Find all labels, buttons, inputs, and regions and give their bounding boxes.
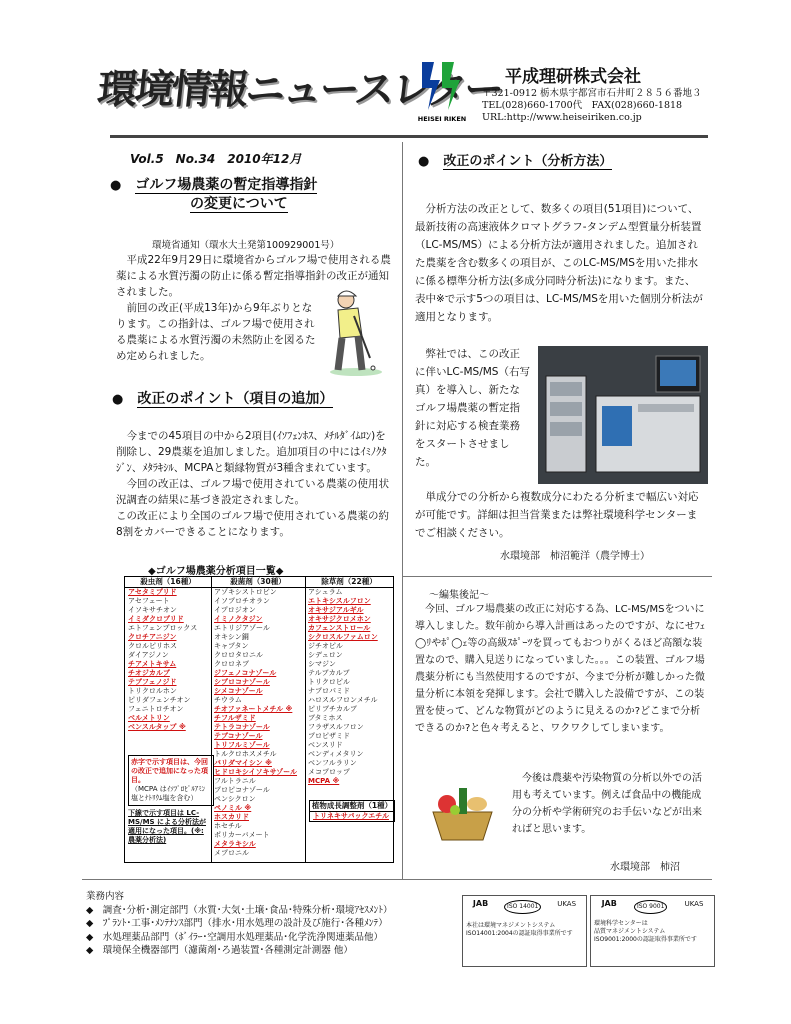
pesticide-item: イミダクロプリド xyxy=(128,615,184,623)
pesticide-item: エトキシスルフロン xyxy=(308,597,371,605)
pesticide-item: アセフェート xyxy=(128,597,170,605)
business-item: ◆ 水処理薬品部門（ﾎﾞｲﾗｰ･空調用水処理薬品･化学洗浄関連薬品他） xyxy=(86,931,384,943)
company-address-block xyxy=(482,88,702,124)
pesticide-item: シメコナゾール xyxy=(214,687,263,695)
business-list xyxy=(86,890,393,958)
pgr-header: 植物成長調整剤（1種） xyxy=(311,801,393,810)
pesticide-item: プロピコナゾール xyxy=(214,786,270,794)
article3-title: 改正のポイント（分析方法） xyxy=(443,154,613,169)
pesticide-item: トルクロホスメチル xyxy=(214,750,277,758)
basket-illustration xyxy=(425,782,500,844)
website-url[interactable]: URL:http://www.heiseiriken.co.jp xyxy=(482,112,642,123)
postscript-para2: 今後は農薬や汚染物質の分析以外での活用も考えています。例えば食品中の機能成分の分析や学術研究のお手伝いなどが出来ればと思います。 xyxy=(512,773,702,835)
pesticide-item: ナプロパミド xyxy=(308,687,350,695)
cert-line: 品質マネジメントシステム xyxy=(594,928,666,935)
pgr-item: トリネキサパックエチル xyxy=(313,812,389,820)
article3-para2: 弊社では、この改正に伴いLC-MS/MS（右写真）を導入し、新たなゴルフ場農薬の暫定指針に対応する検査業務をスタートさせました。 xyxy=(415,348,530,468)
article2-para3: この改正により全国のゴルフ場で使用されている農薬の約8割をカバーできることになります。 xyxy=(116,510,389,538)
pesticide-item: メコプロップ xyxy=(308,768,350,776)
pesticide-item: ジチオピル xyxy=(308,642,343,650)
herbicide-column xyxy=(305,577,393,862)
golfer-illustration xyxy=(318,286,392,378)
pesticide-item: メプロニル xyxy=(214,849,249,857)
header-divider xyxy=(110,135,708,138)
bullet-icon: ● xyxy=(418,154,430,169)
phone-fax: TEL(028)660-1700代 FAX(028)660-1818 xyxy=(482,100,683,111)
lc-ms-ms-photo xyxy=(538,346,708,484)
pesticide-item: ベンスリド xyxy=(308,741,343,749)
article2-para1: 今までの45項目の中から2項目(ｲｿﾌｪﾝﾎｽ、ﾒﾁﾙﾀﾞｲﾑﾛﾝ)を削除し、29農薬を追加しました。追加項目の中にはｲﾐﾉｸﾀｼﾞﾝ、ﾒﾀﾗｷｼﾙ、MCPAと類縁物質が3種含まれています。 xyxy=(116,430,387,474)
insecticide-list xyxy=(125,588,211,732)
pesticide-item: シデュロン xyxy=(308,651,343,659)
article2-body xyxy=(116,428,394,540)
postscript-heading: ～編集後記～ xyxy=(429,590,489,601)
business-heading: 業務内容 xyxy=(86,891,125,902)
pesticide-table-title: ◆ゴルフ場農薬分析項目一覧◆ xyxy=(148,566,284,577)
bullet-icon: ● xyxy=(112,392,124,407)
note-mcpa-text: （MCPA はｲｿﾌﾟﾛﾋﾟﾙｱﾐﾝ塩とﾅﾄﾘｳﾑ塩を含む） xyxy=(131,785,206,802)
pesticide-item: シマジン xyxy=(308,660,336,668)
jab-badge: JAB xyxy=(601,899,617,908)
pesticide-item: チオジカルブ xyxy=(128,669,170,677)
pesticide-item: テブフェノジド xyxy=(128,678,177,686)
pesticide-item: イミノクタジン xyxy=(214,615,263,623)
pesticide-item: チウラム xyxy=(214,696,242,704)
article1-heading xyxy=(110,176,317,213)
pesticide-item: オキシン銅 xyxy=(214,633,249,641)
pesticide-item: クロチアニジン xyxy=(128,633,177,641)
fungicide-header: 殺菌剤（30種） xyxy=(211,577,305,588)
article3-heading xyxy=(418,150,612,169)
table-note-red xyxy=(128,755,214,806)
article1-title-line2: の変更について xyxy=(190,196,288,212)
logo-caption: HEISEI RIKEN xyxy=(418,115,466,123)
pesticide-item: カフェンストロール xyxy=(308,624,371,632)
business-item: ◆ ﾌﾟﾗﾝﾄ･工事･ﾒﾝﾃﾅﾝｽ部門（排水･用水処理の設計及び施行･各種ﾒﾝﾃ） xyxy=(86,918,388,929)
pesticide-item: バリダマイシン ※ xyxy=(214,759,272,767)
footer-divider xyxy=(82,879,712,880)
article3-signature: 水環境部 柿沼範洋（農学博士） xyxy=(500,551,650,562)
table-note-underline xyxy=(128,809,208,845)
pesticide-item: フラザスルフロン xyxy=(308,723,364,731)
pesticide-item: トリクロルホン xyxy=(128,687,177,695)
pesticide-item: ベルメトリン xyxy=(128,714,170,722)
pesticide-table xyxy=(124,576,394,863)
jab-badge: JAB xyxy=(472,899,489,908)
pesticide-item: ダイアジノン xyxy=(128,651,169,659)
pesticide-item: ピリダフェンチオン xyxy=(128,696,191,704)
plant-growth-regulator-box xyxy=(309,800,395,822)
pesticide-item: チフルザミド xyxy=(214,714,256,722)
fungicide-list xyxy=(211,588,305,858)
pesticide-item: クロロタロニル xyxy=(214,651,263,659)
pesticide-item: イプロジオン xyxy=(214,606,256,614)
pesticide-item: メタラキシル xyxy=(214,840,256,848)
cert-line: 本社は環境マネジメントシステム xyxy=(466,922,556,929)
pesticide-item: ポリカーバメート xyxy=(214,831,270,839)
iso14001-cert xyxy=(462,895,587,967)
pesticide-item: ペノミル ※ xyxy=(214,804,252,812)
note-red-text: 赤字で示す項目は、今回の改正で追加になった項目。 xyxy=(131,758,208,784)
pesticide-item: エトリジアゾール xyxy=(214,624,270,632)
pesticide-item: ホスカリド xyxy=(214,813,249,821)
pesticide-item: ブタミホス xyxy=(308,714,343,722)
column-divider xyxy=(402,142,403,879)
cert-line: ISO9001:2000の認証取得事業所です xyxy=(594,936,697,943)
postscript-body2 xyxy=(512,770,707,838)
article2-heading xyxy=(112,388,333,408)
article1-body2 xyxy=(116,300,316,364)
pesticide-item: ベンディメタリン xyxy=(308,750,364,758)
pesticide-item: プロピザミド xyxy=(308,732,350,740)
article3-para3: 単成分での分析から複数成分にわたる分析まで幅広い対応が可能です。詳細は担当営業または弊社環境科学センターまでご相談ください。 xyxy=(415,491,699,539)
pesticide-item: テトラコナゾール xyxy=(214,723,270,731)
pesticide-item: トリクロピル xyxy=(308,678,350,686)
herbicide-header: 除草剤（22種） xyxy=(305,577,393,588)
cert-line: 環境科学センターは xyxy=(594,920,648,927)
bullet-icon: ● xyxy=(110,178,122,193)
business-item: ◆ 環境保全機器部門（濾菌剤･ろ過装置･各種測定計測器 他） xyxy=(86,945,353,956)
right-section-divider xyxy=(402,576,712,577)
pesticide-item: トリフルミゾール xyxy=(214,741,270,749)
pesticide-item: シプロコナゾール xyxy=(214,678,270,686)
iso-badge: ISO 14001 xyxy=(504,900,541,914)
pesticide-item: エトフェンプロックス xyxy=(128,624,198,632)
iso-badge: ISO 9001 xyxy=(634,900,667,914)
pesticide-item: ジフェノコナゾール xyxy=(214,669,277,677)
postal-address: 〒321-0912 栃木県宇都宮市石井町２８５６番地３ xyxy=(482,88,702,99)
pesticide-item: ヒドロキシイソキサゾール xyxy=(214,768,298,776)
ukas-badge: UKAS xyxy=(684,900,704,908)
pesticide-item: ベンフルラリン xyxy=(308,759,357,767)
article3-body3 xyxy=(415,488,705,542)
pesticide-item: ピリブチカルブ xyxy=(308,705,357,713)
pesticide-item: テブコナゾール xyxy=(214,732,263,740)
article1-para2: 前回の改正(平成13年)から9年ぶりとなります。この指針は、ゴルフ場で使用される農薬による水質汚濁の未然防止を図るため定められました。 xyxy=(116,302,316,362)
pesticide-item: ペンシクロン xyxy=(214,795,256,803)
pesticide-item: クロロネブ xyxy=(214,660,249,668)
pesticide-item: フルトラニル xyxy=(214,777,256,785)
article1-para1: 平成22年9月29日に環境省からゴルフ場で使用される農薬による水質汚濁の防止に係る暫定指導指針の改正が通知されました。 xyxy=(116,254,391,298)
insecticide-header: 殺虫剤（16種） xyxy=(125,577,211,588)
pesticide-item: アシュラム xyxy=(308,588,343,596)
pesticide-item: シクロスルファムロン xyxy=(308,633,378,641)
article2-para2: 今回の改正は、ゴルフ場で使用されている農薬の使用状況調査の結果に基づき設定されました。 xyxy=(116,478,389,506)
article2-title: 改正のポイント（項目の追加） xyxy=(137,391,334,407)
company-name: 平成理研株式会社 xyxy=(505,67,641,87)
heisei-riken-logo xyxy=(418,58,466,124)
pesticide-item: テルブカルブ xyxy=(308,669,350,677)
pesticide-item: ホセチル xyxy=(214,822,242,830)
article1-title-line1: ゴルフ場農薬の暫定指導指針 xyxy=(135,177,318,193)
article3-body2 xyxy=(415,345,530,471)
pesticide-item: ベンスルタップ ※ xyxy=(128,723,186,731)
pesticide-item: MCPA ※ xyxy=(308,777,340,785)
pesticide-item: イソキサチオン xyxy=(128,606,177,614)
ministry-notice: 環境省通知（環水大土発第100929001号） xyxy=(152,240,340,251)
issue-number: Vol.5 No.34 2010年12月 xyxy=(130,152,302,166)
pesticide-item: チアメトキサム xyxy=(128,660,177,668)
pesticide-item: ハロスルフロンメチル xyxy=(308,696,378,704)
postscript-signature: 水環境部 柿沼 xyxy=(610,862,680,873)
pesticide-item: イソプロチオラン xyxy=(214,597,270,605)
insecticide-column xyxy=(125,577,212,862)
ukas-badge: UKAS xyxy=(557,900,577,908)
pesticide-item: キャプタン xyxy=(214,642,249,650)
iso9001-cert xyxy=(590,895,715,967)
postscript-para1: 今回、ゴルフ場農薬の改正に対応する為、LC-MS/MSをついに導入しました。数年前から導入計画はあったのですが、なにせﾌｪ◯ﾘやﾎﾟ◯ｪ等の高級ｽﾎﾟｰﾂを買ってもおつりがくるほど高額な装置なので、購入見送りになっていました。。。この装置、ゴルフ場農薬分析にも当然使用するのですが、今まで分析が難しかった微量分析に本領を発揮します。会社で購入した設備ですが、この装置を使って、どんな物質がどのように見えるのか?どこまで分析できるのか?と色々考えると、ワクワクしてしまいます。 xyxy=(415,604,705,734)
business-item: ◆ 調査･分析･測定部門（水質･大気･土壌･食品･特殊分析･環境ｱｾｽﾒﾝﾄ） xyxy=(86,904,393,916)
herbicide-list xyxy=(305,588,393,786)
pesticide-item: オキサジクロメホン xyxy=(308,615,371,623)
pesticide-item: チオファネートメチル ※ xyxy=(214,705,293,713)
postscript-body xyxy=(415,586,707,737)
pesticide-item: オキサジアルギル xyxy=(308,606,364,614)
note-underline-text: 下線で示す項目は LC-MS/MS による分析法が適用になった項目。(※:農薬分析法) xyxy=(128,809,207,844)
article3-para1: 分析方法の改正として、数多くの項目(51項目)について、最新技術の高速液体クロマトグラフ-タンデム型質量分析装置（LC-MS/MS）による分析方法が適用されました。追加された農薬を含む数多くの項目が、このLC-MS/MSを用いた排水に係る標準分析方法(多成分同時分析法)になります。また、表中※で示す5つの項目は、LC-MS/MSを用いた個別分析法が適用となります。 xyxy=(415,203,703,323)
fungicide-column xyxy=(211,577,306,862)
cert-line: ISO14001:2004の認証取得事業所です xyxy=(466,930,573,937)
pesticide-item: クロルピリホス xyxy=(128,642,177,650)
pesticide-item: アゾキシストロビン xyxy=(214,588,277,596)
pesticide-item: アセタミプリド xyxy=(128,588,177,596)
pesticide-item: フェニトロチオン xyxy=(128,705,184,713)
newsletter-title: 環境情報ニュースレター xyxy=(95,67,504,113)
article3-body xyxy=(415,200,705,326)
